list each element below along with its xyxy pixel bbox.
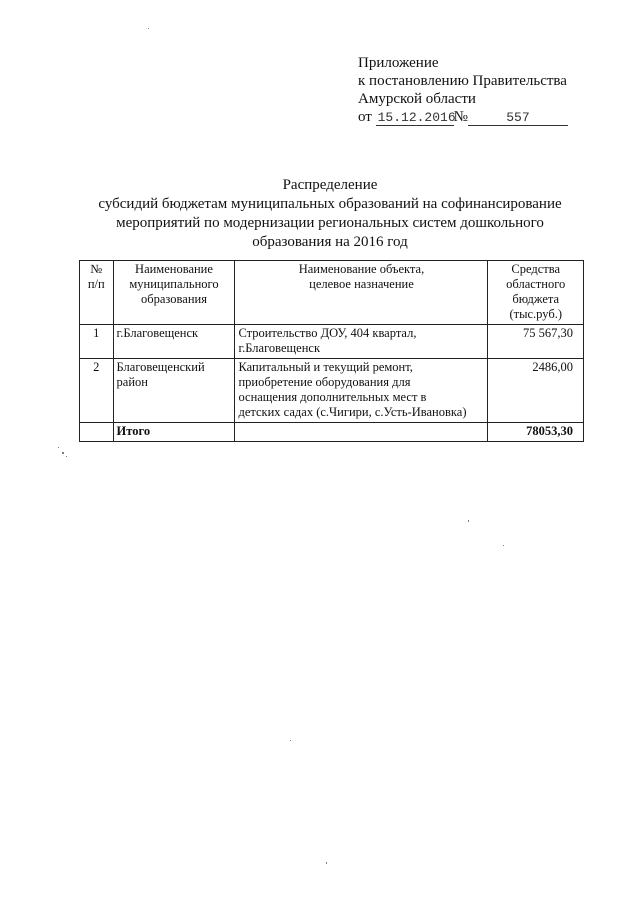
number-sign: №: [453, 109, 468, 125]
scan-speck: [62, 452, 64, 454]
approval-reference: к постановлению Правительства: [358, 73, 567, 89]
row-num: 1: [80, 325, 114, 359]
row-municipality: Благовещенский район: [113, 359, 235, 423]
total-object-cell: [235, 423, 488, 442]
row-amount: 75 567,30: [488, 325, 584, 359]
date-prefix: от: [358, 109, 372, 125]
date-value: 15.12.2016: [377, 110, 456, 125]
header-object: Наименование объекта, целевое назначение: [235, 261, 488, 325]
title-line-4: образования на 2016 год: [252, 234, 408, 250]
total-num-cell: [80, 423, 114, 442]
row-amount: 2486,00: [488, 359, 584, 423]
approval-block: [358, 54, 618, 126]
total-amount: 78053,30: [488, 423, 584, 442]
title-line-1: Распределение: [282, 177, 378, 193]
scan-speck: [503, 545, 504, 546]
scan-speck: [468, 520, 469, 522]
scan-speck: [326, 862, 327, 864]
approval-region: Амурской области: [358, 91, 476, 107]
header-amount: Средства областного бюджета (тыс.руб.): [488, 261, 584, 325]
title-line-3: мероприятий по модернизации региональных систем дошкольного: [116, 215, 544, 231]
subsidy-table: [79, 260, 584, 442]
title-line-2: субсидий бюджетам муниципальных образований на софинансирование: [98, 196, 562, 212]
scan-speck: [58, 447, 59, 448]
table-row: [80, 325, 584, 359]
number-value: 557: [468, 111, 568, 126]
scan-speck: [148, 28, 149, 29]
row-object: Капитальный и текущий ремонт, приобретение оборудования для оснащения дополнительных мест в детских садах (с.Чигири, с.Усть-Ивановка): [235, 359, 488, 423]
total-label: Итого: [113, 423, 235, 442]
table-row: [80, 359, 584, 423]
scan-speck: [66, 456, 67, 457]
row-municipality: г.Благовещенск: [113, 325, 235, 359]
table-header-row: [80, 261, 584, 325]
scan-speck: [290, 740, 291, 741]
header-municipality: Наименование муниципального образования: [113, 261, 235, 325]
row-object: Строительство ДОУ, 404 квартал, г.Благовещенск: [235, 325, 488, 359]
document-title: [60, 176, 600, 252]
approval-heading: Приложение: [358, 55, 439, 71]
approval-date-row: [358, 108, 618, 126]
header-num: № п/п: [80, 261, 114, 325]
row-num: 2: [80, 359, 114, 423]
table-total-row: [80, 423, 584, 442]
